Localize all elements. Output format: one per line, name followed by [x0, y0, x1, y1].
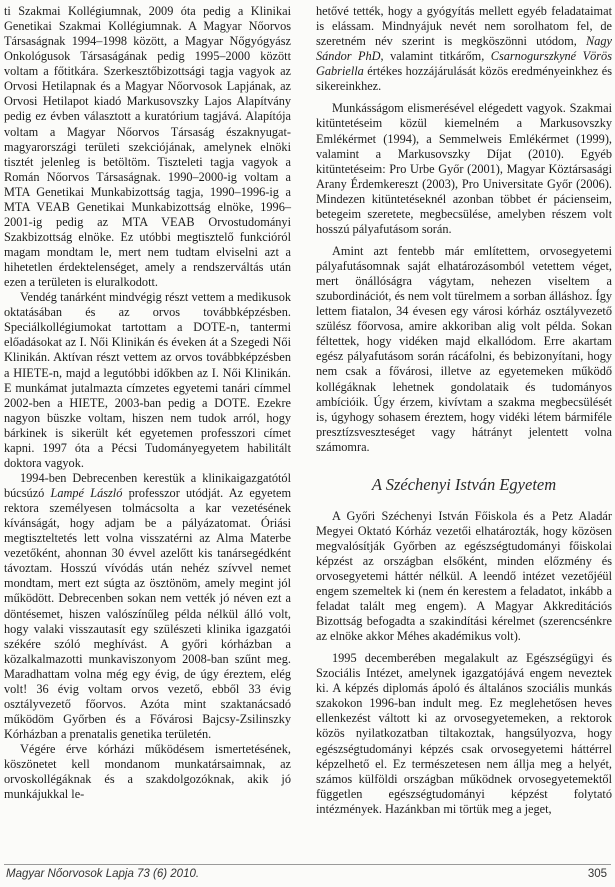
- text-run: , valamint titkárőm,: [380, 49, 491, 64]
- footer-rule: [4, 864, 611, 865]
- text-run: 1994-ben Debrecenben kerestük a klinikaigazgatótól búcsúzó: [4, 470, 291, 500]
- paragraph: [316, 509, 612, 645]
- italic-name: Nagy Sándor PhD: [316, 34, 612, 64]
- paragraph: [316, 651, 612, 817]
- text-run: A Győri Széchenyi István Főiskola és a Petz Aladár Megyei Oktató Kórház vezetői elhatározták, hogy közösen megvalósítják Győrben az egészségtudományi főiskolai képzést az országban elsőként, minden előzmény és orvosegyetemi háttér nélkül. A leendő intézet vezetőjéül engem szemeltek ki (nem én kerestem a feladatot, inkább a feladat talált meg engem). A Magyar Akkreditációs Bizottság befogadta a szakindítási kérelmet (szerencsénkre az elnöke akkor Méhes akadémikus volt).: [316, 508, 612, 644]
- text-run: Amint azt fentebb már említettem, orvosegyetemi pályafutásomnak saját elhatározásomból vetettem véget, mert önállóságra vágytam, nehezen viseltem a szubordinációt, és nem volt türelmem a sorban álláshoz. Így lettem fiatalon, 34 évesen egy városi kórház osztályvezető szülész főorvosa, amire akkoriban alig volt példa. Sokan féltettek, hogy vidéken majd elkallódom. Erre akartam egész pályafutásom során rácáfolni, és bebizonyítani, hogy nem csak a fővárosi, illetve az egyetemeken működő kollégáknak lehetnek gondolataik és tudományos ambícióik. Úgy érzem, kivívtam a szakma megbecsülését is, úgyhogy sohasem éreztem, hogy vidéki létem bármiféle presztízsveszteséget vagy hátrányt jelentett volna számomra.: [316, 243, 612, 454]
- text-run: hetővé tették, hogy a gyógyítás mellett egyéb feladataimat is elássam. Mindnyájuk nevét nem sorolhatom fel, de szeretném név szerint is megköszönni utódom,: [316, 4, 612, 49]
- paragraph: [4, 4, 291, 290]
- italic-name: Csarnogurszkyné Vörös Gabriella: [316, 49, 612, 79]
- text-run: ti Szakmai Kollégiumnak, 2009 óta pedig a Klinikai Genetikai Szakmai Kollégiumnak. A Magyar Nőorvos Társaságnak 1994–1998 között, a Magyar Nőgyógyász Onkológusok Társaságának pedig 1995–2000 között voltam a főtitkára. Szerkesztőbizottsági tagja vagyok az Orvosi Hetilapnak és a Magyar Nőorvosok Lapjának, az Orvosi Hetilapot kiadó Markusovszky Lajos Alapítvány pedig ez évben választott a kuratórium tagjává. Alapítója voltam a Magyar Nőorvos Társaság északnyugat-magyarországi területi szekciójának, amelynek elnöki tisztét jelenleg is betöltöm. Tiszteleti tagja vagyok a Román Nőorvos Társaságnak. 1990–2000-ig voltam a MTA Genetikai Munkabizottság tagja, 1990–1996-ig a MTA VEAB Genetikai Munkabizottság elnöke, 1996–2001-ig pedig az MTA VEAB Orvostudományi Szakbizottság elnöke. Ez utóbbi megtisztelő funkcióról magam mondtam le, mert nem tudtam elviselni azt a hihetetlen érdektelenséget, amely a rendszerváltás után ezen a területen is eluralkodott.: [4, 4, 291, 290]
- paragraph: [4, 290, 291, 471]
- paragraph: [316, 101, 612, 237]
- paragraph: [4, 471, 291, 742]
- text-run: Munkásságom elismerésével elégedett vagyok. Szakmai kitüntetéseim közül kiemelném a Markusovszky Emlékérmet (1994), a Semmelweis Emlékérmet (1999), valamint a Markusovszky Díjat (2010). Egyéb kitüntetéseim: Pro Urbe Győr (2001), Magyar Köztársasági Arany Érdemkereszt (2003), Pro Universitate Győr (2006). Mindezen kitüntetéseknél azonban többet ér pácienseim, betegeim szeretete, megbecsülése, amelyben részem volt hosszú pályafutásom során.: [316, 101, 612, 236]
- italic-name: Lampé László: [50, 486, 123, 500]
- right-column: [316, 4, 612, 817]
- text-run: professzor utódját. Az egyetem rektora személyesen tolmácsolta a kar vezetésének kívánságát, hogy adjam be a pályázatomat. Óriási megtiszteltetés lett volna visszatérni az Alma Materbe vezetőként, ahonnan 30 évvel azelőtt kis tanársegédként távoztam. Hosszú vívódás után nehéz szívvel nemet mondtam, mert ezt súgta az ösztönöm, amely megint jól működött. Debrecenben sokan nem vették jó néven ezt a döntésemet, hiszen valószínűleg példa nélkül álló volt, hogy valaki visszautasít egy szülészeti klinika igazgatói székére szóló meghívást. A győri kórházban a közalkalmazotti munkaviszonyom 2008-ban szűnt meg. Maradhattam volna még egy évig, de úgy éreztem, elég volt! 36 évig voltam orvos vezető, ebből 33 évig osztályvezető főorvos. Azóta mint szaktanácsadó működöm Győrben és a Fővárosi Bajcsy-Zsilinszky Kórházban a prenatalis genetika területén.: [4, 486, 292, 741]
- paragraph: [316, 244, 612, 455]
- text-run: 1995 decemberében megalakult az Egészségügyi és Szociális Intézet, amelynek igazgatójává engem neveztek ki. A képzés diplomás ápoló és általános szociális munkás szakokon 1996-ban indult meg. Ez meglehetősen heves ellenkezést váltott ki az orvosegyetemeken, a rektorok közös nyilatkozatban tiltakoztak, hangsúlyozva, hogy egészségtudományi képzés csak orvosegyetemi háttérrel képzelhető el. Ez természetesen nem állja meg a helyét, számos külföldi országban működnek orvosegyetemektől független egészségtudományi képzést folytató intézmények. Hazánkban mi törtük meg a jeget,: [316, 651, 612, 816]
- text-run: értékes hozzájárulását közös eredményeinkhez és sikereinkhez.: [316, 64, 612, 94]
- section-title: A Széchenyi István Egyetem: [371, 474, 557, 494]
- journal-citation: Magyar Nőorvosok Lapja 73 (6) 2010.: [6, 868, 200, 880]
- text-run: Végére érve kórházi működésem ismertetésének, köszönetet kell mondanom munkatársaimnak, az orvoskollégáknak és a szakdolgozóknak, akik jó munkájukkal le-: [4, 742, 291, 802]
- page-number: 305: [587, 868, 607, 880]
- left-column: [4, 4, 291, 802]
- text-run: Vendég tanárként mindvégig részt vettem a medikusok oktatásában és az orvos továbbképzésben. Speciálkollégiumokat tartottam a DOTE-n, tantermi előadásokat az I. Női Klinikán és éveken át a Szegedi Női Klinikán. Aktívan részt vettem az orvos továbbképzésben a HIETE-n, majd a legutóbbi időkben az I. Női Klinikán. E munkámat jutalmazta címzetes egyetemi tanári címmel 2002-ben a HIETE, 2003-ban pedig a DOTE. Ezekre nagyon büszke voltam, hiszen nem tudok arról, hogy bárkinek is sikerült két egyetemen professzori címet kapni. 1997 óta a Pécsi Tudományegyetem habilitált doktora vagyok.: [4, 290, 291, 470]
- paragraph: [4, 742, 291, 802]
- paragraph: [316, 4, 612, 94]
